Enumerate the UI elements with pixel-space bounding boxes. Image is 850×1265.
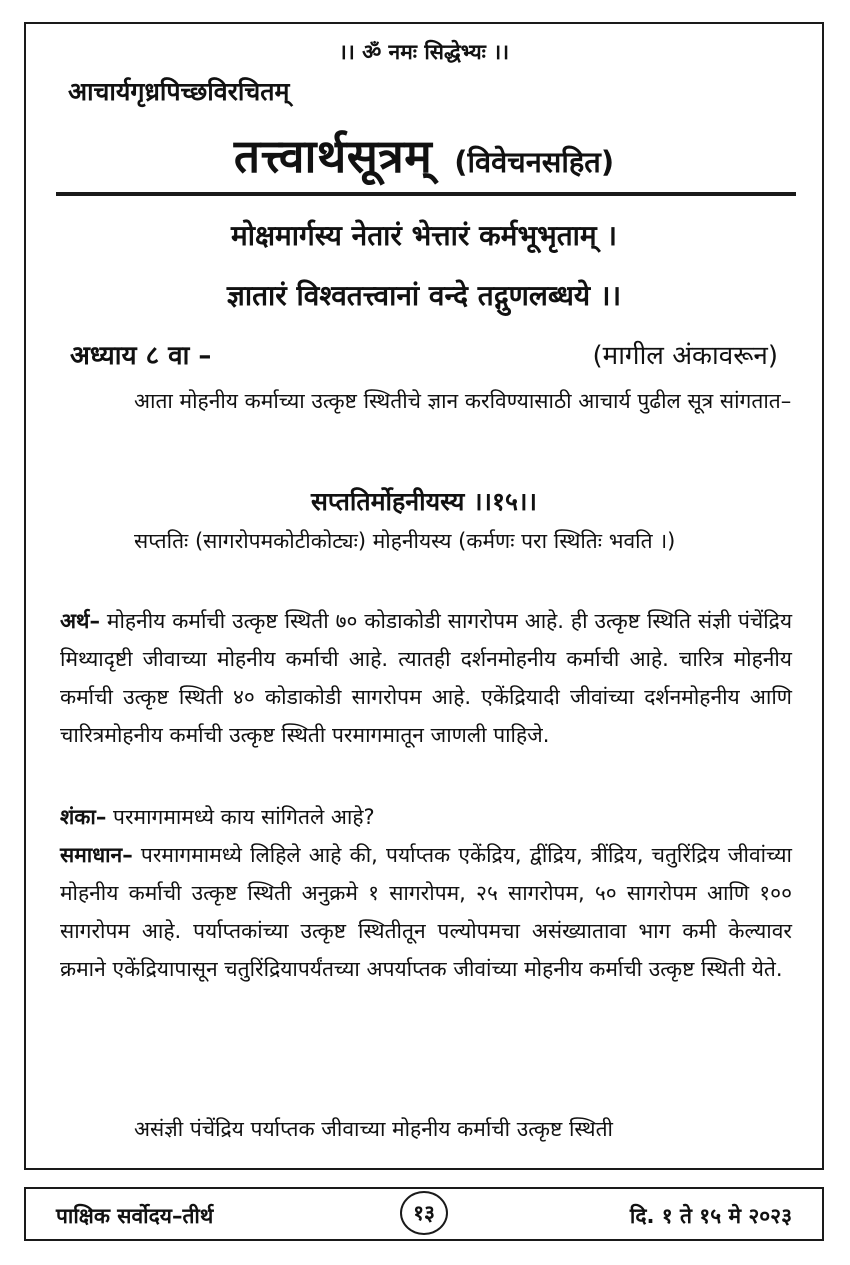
- footer-bar: [24, 1187, 824, 1241]
- padartha-paragraph: सप्ततिः (सागरोपमकोटीकोट्यः) मोहनीयस्य (कर्मणः परा स्थितिः भवति ।): [134, 529, 676, 553]
- author-line: आचार्यगृध्रपिच्छविरचितम्: [68, 77, 290, 106]
- samadhan-text: परमागमामध्ये लिहिले आहे की, पर्याप्तक एकेंद्रिय, द्वींद्रिय, त्रींद्रिय, चतुरिंद्रिय जीवांच्या मोहनीय कर्माची उत्कृष्ट स्थिती अनुक्रमे १ सागरोपम, २५ सागरोपम, ५० सागरोपम आणि १०० सागरोपम आहे. पर्याप्तकांच्या उत्कृष्ट स्थितीतून पल्योपमचा असंख्यातावा भाग कमी केल्यावर क्रमाने एकेंद्रियापासून चतुरिंद्रियापर्यंतच्या अपर्याप्तक जीवांच्या मोहनीय कर्माची उत्कृष्ट स्थिती येते.: [60, 843, 792, 981]
- shanka-text: परमागमामध्ये काय सांगितले आहे?: [106, 805, 375, 829]
- main-title: तत्त्वार्थसूत्रम्: [233, 129, 433, 183]
- artha-text: मोहनीय कर्माची उत्कृष्ट स्थिती ७० कोडाकोडी सागरोपम आहे. ही उत्कृष्ट स्थिति संज्ञी पंचेंद्रिय मिथ्यादृष्टी जीवाच्या मोहनीय कर्माची आहे. त्यातही दर्शनमोहनीय कर्माची आहे. चारित्र मोहनीय कर्माची उत्कृष्ट स्थिती ४० कोडाकोडी सागरोपम आहे. एकेंद्रियादी जीवांच्या दर्शनमोहनीय आणि चारित्रमोहनीय कर्माची उत्कृष्ट स्थिती परमागमातून जाणली पाहिजे.: [60, 609, 792, 747]
- title-row: [26, 124, 822, 186]
- artha-paragraph: [60, 602, 792, 754]
- verse-line-2: ज्ञातारं विश्वतत्त्वानां वन्दे तद्गुणलब्धये ।।: [226, 279, 622, 312]
- subtitle: (विवेचनसहित): [454, 145, 615, 179]
- continuing-paragraph: असंज्ञी पंचेंद्रिय पर्याप्तक जीवाच्या मोहनीय कर्माची उत्कृष्ट स्थिती: [134, 1117, 613, 1141]
- intro-paragraph: आता मोहनीय कर्माच्या उत्कृष्ट स्थितीचे ज्ञान करविण्यासाठी आचार्य पुढील सूत्र सांगतात–: [134, 389, 792, 413]
- invocation-line: ।। ॐ नमः सिद्धेभ्यः ।।: [338, 40, 510, 64]
- continued-note: (मागील अंकावरून): [592, 341, 778, 371]
- page-frame: [24, 22, 824, 1170]
- samadhan-paragraph: [60, 836, 792, 988]
- shanka-paragraph: [60, 798, 792, 836]
- page-number-badge: १३: [400, 1191, 448, 1235]
- shanka-label: शंका–: [60, 805, 107, 829]
- sutra-heading: सप्ततिर्मोहनीयस्य ।।१५।।: [311, 487, 537, 516]
- artha-label: अर्थ–: [60, 609, 100, 633]
- title-divider: [56, 192, 796, 196]
- issue-date: दि. १ ते १५ मे २०२३: [629, 1204, 792, 1228]
- chapter-heading: अध्याय ८ वा –: [70, 341, 212, 371]
- publication-name: पाक्षिक सर्वोदय–तीर्थ: [56, 1204, 214, 1228]
- samadhan-label: समाधान–: [60, 843, 133, 867]
- verse-line-1: मोक्षमार्गस्य नेतारं भेत्तारं कर्मभूभृताम् ।: [230, 219, 618, 252]
